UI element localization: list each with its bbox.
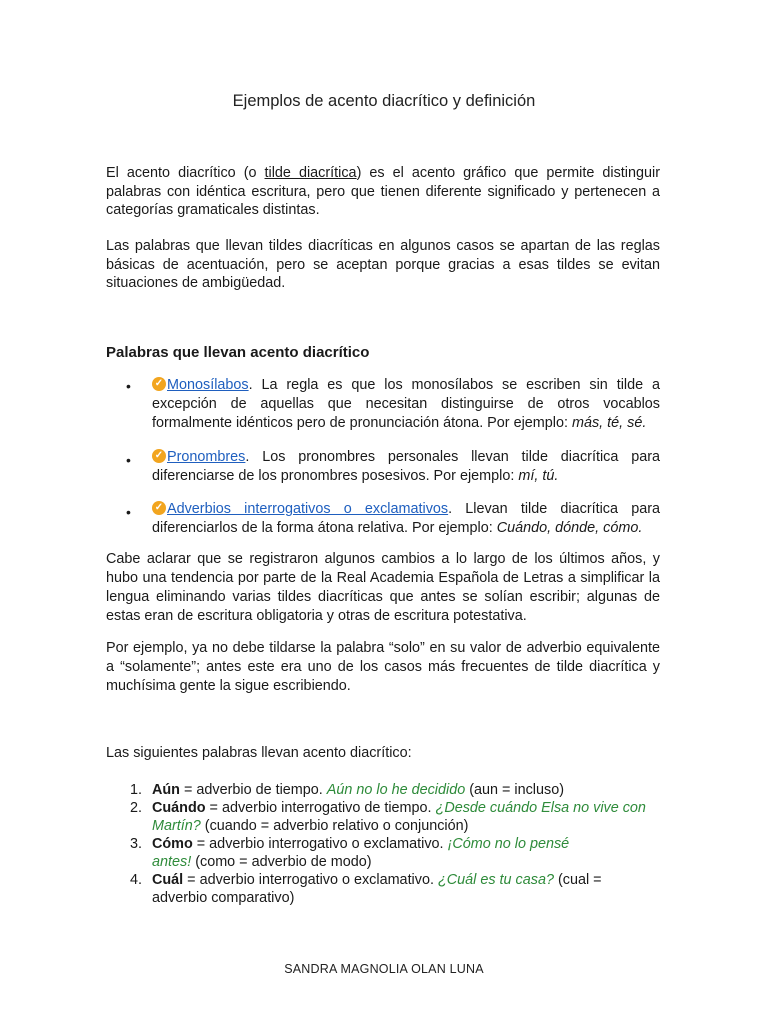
list-def: = adverbio interrogativo de tiempo. bbox=[205, 800, 436, 816]
list-number: 4. bbox=[130, 872, 143, 888]
list-item-aun bbox=[152, 781, 662, 799]
list-note: (cual = adverbio comparativo) bbox=[152, 872, 602, 906]
page-title: Ejemplos de acento diacrítico y definición bbox=[232, 92, 536, 110]
paragraph-cambios: Cabe aclarar que se registraron algunos cambios a lo largo de los últimos años, y hubo una tendencia por parte de la Real Academia Española de Letras a simplificar la lengua eliminando varias tildes diacríticas que antes se solían escribir; algunas de estas eran de escritura obligatoria y otras de escritura potestativa. bbox=[106, 551, 660, 624]
check-circle-icon: ✓ bbox=[152, 377, 166, 391]
list-number: 1. bbox=[130, 782, 143, 798]
adverbios-link[interactable]: Adverbios interrogativos o exclamativos bbox=[167, 501, 449, 517]
bullet-dot: • bbox=[126, 378, 131, 394]
intro-p1-pre: El acento diacrítico (o bbox=[106, 165, 265, 181]
list-example: ¡Cómo no lo pensé antes! bbox=[152, 836, 570, 870]
bullet-example: mí, tú. bbox=[518, 468, 559, 484]
bullet-item-adverbios bbox=[152, 500, 660, 538]
bullet-example: Cuándo, dónde, cómo. bbox=[496, 520, 643, 536]
bullet-text: . La regla es que los monosílabos se escriben sin tilde a excepción de aquellas que necesitan distinguirse de otros vocablos formalmente idénticos pero de pronunciación átona. Por ejemplo: bbox=[152, 377, 660, 431]
intro-paragraph-2: Las palabras que llevan tildes diacríticas en algunos casos se apartan de las reglas básicas de acentuación, pero se aceptan porque gracias a esas tildes se evitan situaciones de ambigüedad. bbox=[106, 238, 660, 291]
bullet-item-pronombres bbox=[152, 448, 660, 486]
bullet-text: . Los pronombres personales llevan tilde diacrítica para diferenciarse de los pronombres posesivos. Por ejemplo: bbox=[152, 449, 660, 484]
bullet-example: más, té, sé. bbox=[571, 415, 647, 431]
list-example: ¿Cuál es tu casa? bbox=[437, 872, 554, 888]
intro-paragraph-1 bbox=[106, 164, 660, 220]
pronombres-link[interactable]: Pronombres bbox=[167, 449, 246, 465]
list-note: (como = adverbio de modo) bbox=[191, 854, 372, 870]
section-heading: Palabras que llevan acento diacrítico bbox=[106, 344, 370, 361]
list-def: = adverbio interrogativo o exclamativo. bbox=[183, 872, 438, 888]
list-intro: Las siguientes palabras llevan acento diacrítico: bbox=[106, 745, 412, 761]
list-item-cuando bbox=[152, 799, 657, 835]
list-note: (cuando = adverbio relativo o conjunción) bbox=[200, 818, 469, 834]
list-word: Cuándo bbox=[152, 800, 206, 816]
bullet-item-monosilabos bbox=[152, 376, 660, 433]
list-item-como bbox=[152, 835, 592, 871]
list-example: ¿Desde cuándo Elsa no vive con Martín? bbox=[152, 800, 646, 834]
check-circle-icon: ✓ bbox=[152, 449, 166, 463]
check-circle-icon: ✓ bbox=[152, 501, 166, 515]
list-note: (aun = incluso) bbox=[465, 782, 564, 798]
list-word: Aún bbox=[152, 782, 180, 798]
paragraph-solo: Por ejemplo, ya no debe tildarse la palabra “solo” en su valor de adverbio equivalente a “solamente”; antes este era uno de los casos más frecuentes de tilde diacrítica y muchísima gente la sigue escribiendo. bbox=[106, 640, 660, 694]
list-item-cual bbox=[152, 871, 622, 907]
monosilabos-link[interactable]: Monosílabos bbox=[167, 377, 249, 393]
tilde-diacritica-link[interactable]: tilde diacrítica bbox=[264, 165, 357, 181]
list-def: = adverbio interrogativo o exclamativo. bbox=[192, 836, 448, 852]
bullet-dot: • bbox=[126, 452, 131, 468]
list-number: 2. bbox=[130, 800, 143, 816]
list-word: Cuál bbox=[152, 872, 184, 888]
list-example: Aún no lo he decidido bbox=[326, 782, 466, 798]
list-word: Cómo bbox=[152, 836, 193, 852]
page-footer: SANDRA MAGNOLIA OLAN LUNA bbox=[284, 962, 484, 976]
list-number: 3. bbox=[130, 836, 143, 852]
list-def: = adverbio de tiempo. bbox=[179, 782, 327, 798]
bullet-dot: • bbox=[126, 504, 131, 520]
bullet-text: . Llevan tilde diacrítica para diferenciarlos de la forma átona relativa. Por ejemplo: bbox=[152, 501, 660, 536]
intro-p1-post: ) es el acento gráfico que permite distinguir palabras con idéntica escritura, pero que tienen diferente significado y pertenecen a categorías gramaticales distintas. bbox=[106, 165, 661, 218]
